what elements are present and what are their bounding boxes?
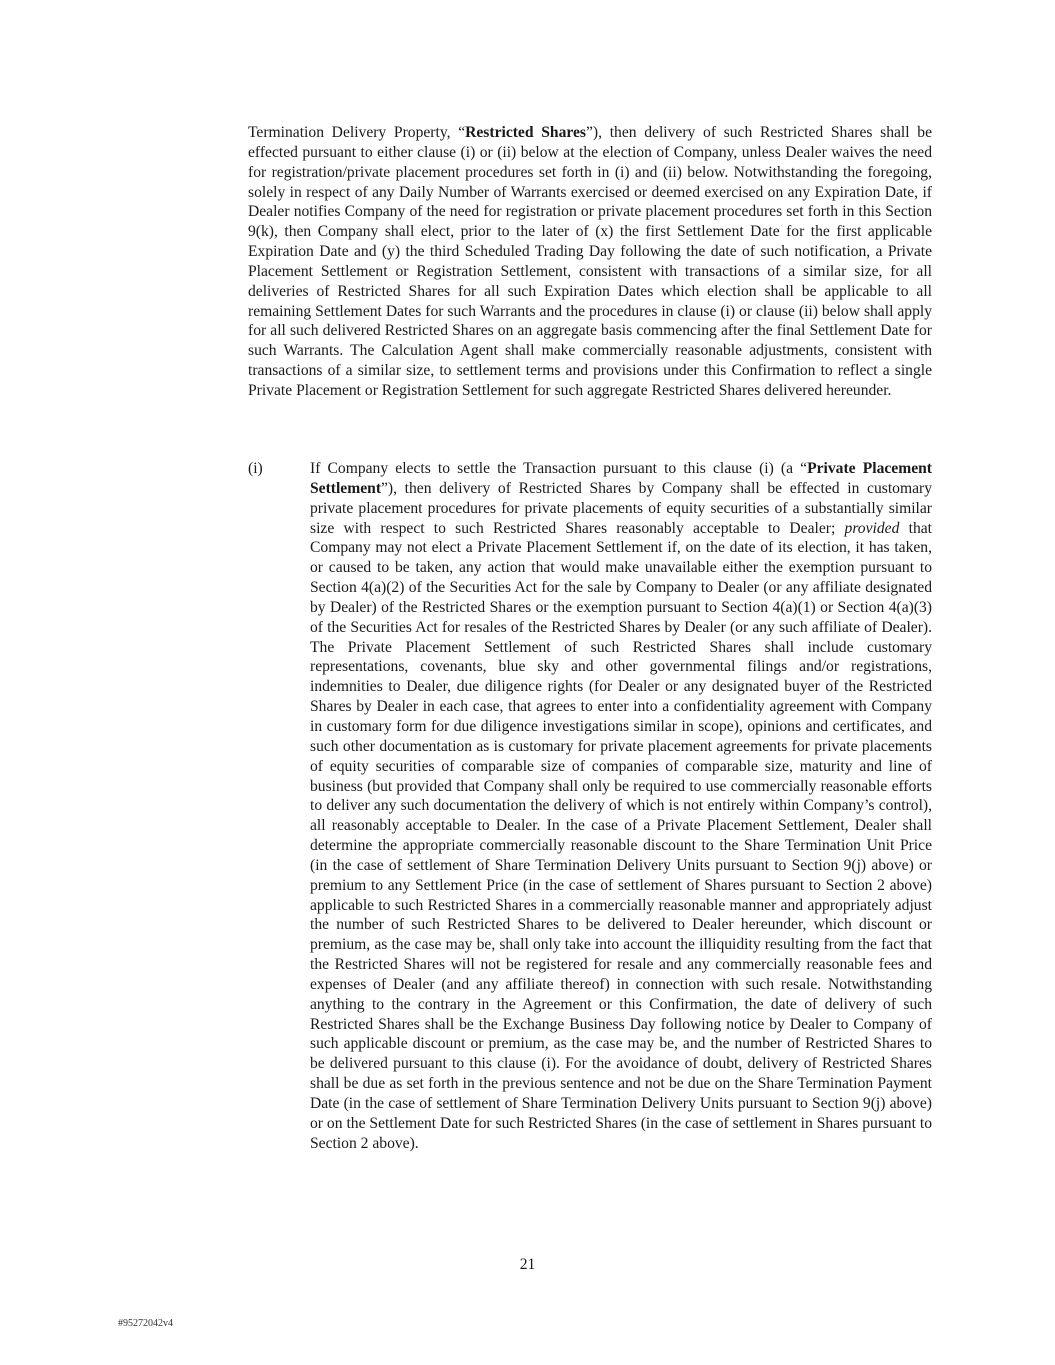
defined-term-private-placement-settlement: Private Placement Settlement — [310, 460, 932, 497]
italic-term-provided: provided — [844, 519, 900, 537]
clause-i-text-part3: that Company may not elect a Private Placement Settlement if, on the date of its election, it has taken, or caused to be taken, any action that would make unavailable either the exemption pursuant to Section 4(a)(2) of the Securities Act for the sale by Company to Dealer (or any affiliate designated by Dealer) of the Restricted Shares or the exemption pursuant to Section 4(a)(1) or Section 4(a)(3) of the Securities Act for resales of the Restricted Shares by Dealer (or any such affiliate of Dealer). The Private Placement Settlement of such Restricted Shares shall include customary representations, covenants, blue sky and other governmental filings and/or registrations, indemnities to Dealer, due diligence rights (for Dealer or any designated buyer of the Restricted Shares by Dealer in each case, that agrees to enter into a confidentiality agreement with Company in customary form for due diligence investigations similar in scope), opinions and certificates, and such other documentation as is customary for private placement agreements for private placements of equity securities of comparable size of companies of comparable size, maturity and line of business (but provided that Company shall only be required to use commercially reasonable efforts to deliver any such documentation the delivery of which is not entirely within Company’s control), all reasonably acceptable to Dealer. In the case of a Private Placement Settlement, Dealer shall determine the appropriate commercially reasonable discount to the Share Termination Unit Price (in the case of settlement of Share Termination Delivery Units pursuant to Section 9(j) above) or premium to any Settlement Price (in the case of settlement of Shares pursuant to Section 2 above) applicable to such Restricted Shares in a commercially reasonable manner and appropriately adjust the number of such Restricted Shares to be delivered to Dealer hereunder, which discount or premium, as the case may be, shall only take into account the illiquidity resulting from the fact that the Restricted Shares will not be registered for resale and any commercially reasonable fees and expenses of Dealer (and any affiliate thereof) in connection with such resale. Notwithstanding anything to the contrary in the Agreement or this Confirmation, the date of delivery of such Restricted Shares shall be the Exchange Business Day following notice by Dealer to Company of such applicable discount or premium, as the case may be, and the number of Restricted Shares to be delivered pursuant to this clause (i). For the avoidance of doubt, delivery of Restricted Shares shall be due as set forth in the previous sentence and not be due on the Share Termination Payment Date (in the case of settlement of Share Termination Delivery Units pursuant to Section 9(j) above) or on the Settlement Date for such Restricted Shares (in the case of settlement in Shares pursuant to Section 2 above). — [310, 519, 932, 1152]
clause-i-text — [310, 459, 932, 1154]
intro-paragraph — [248, 123, 932, 401]
clause-i-marker: (i) — [248, 460, 263, 477]
clause-i-text-part1: If Company elects to settle the Transaction pursuant to this clause (i) (a “ — [310, 460, 808, 477]
clause-i-text-part2: ”), then delivery of Restricted Shares by Company shall be effected in customary private placement procedures for private placements of equity securities of a substantially similar size with respect to such Restricted Shares reasonably acceptable to Dealer; — [310, 479, 932, 537]
intro-text-rest: ”), then delivery of such Restricted Shares shall be effected pursuant to either clause (i) or (ii) below at the election of Company, unless Dealer waives the need for registration/private placement procedures set forth in (i) and (ii) below. Notwithstanding the foregoing, solely in respect of any Daily Number of Warrants exercised or deemed exercised on any Expiration Date, if Dealer notifies Company of the need for registration or private placement procedures set forth in this Section 9(k), then Company shall elect, prior to the later of (x) the first Settlement Date for the first applicable Expiration Date and (y) the third Scheduled Trading Day following the date of such notification, a Private Placement Settlement or Registration Settlement, consistent with transactions of a similar size, for all deliveries of Restricted Shares for all such Expiration Dates which election shall be applicable to all remaining Settlement Dates for such Warrants and the procedures in clause (i) or clause (ii) below shall apply for all such delivered Restricted Shares on an aggregate basis commencing after the final Settlement Date for such Warrants. The Calculation Agent shall make commercially reasonable adjustments, consistent with transactions of a similar size, to settlement terms and provisions under this Confirmation to reflect a single Private Placement or Registration Settlement for such aggregate Restricted Shares delivered hereunder. — [248, 124, 932, 399]
defined-term-restricted-shares: Restricted Shares — [465, 124, 586, 141]
document-id-footer: #95272042v4 — [118, 1318, 173, 1329]
page-number: 21 — [519, 1256, 536, 1273]
intro-text-start: Termination Delivery Property, “ — [248, 124, 466, 141]
